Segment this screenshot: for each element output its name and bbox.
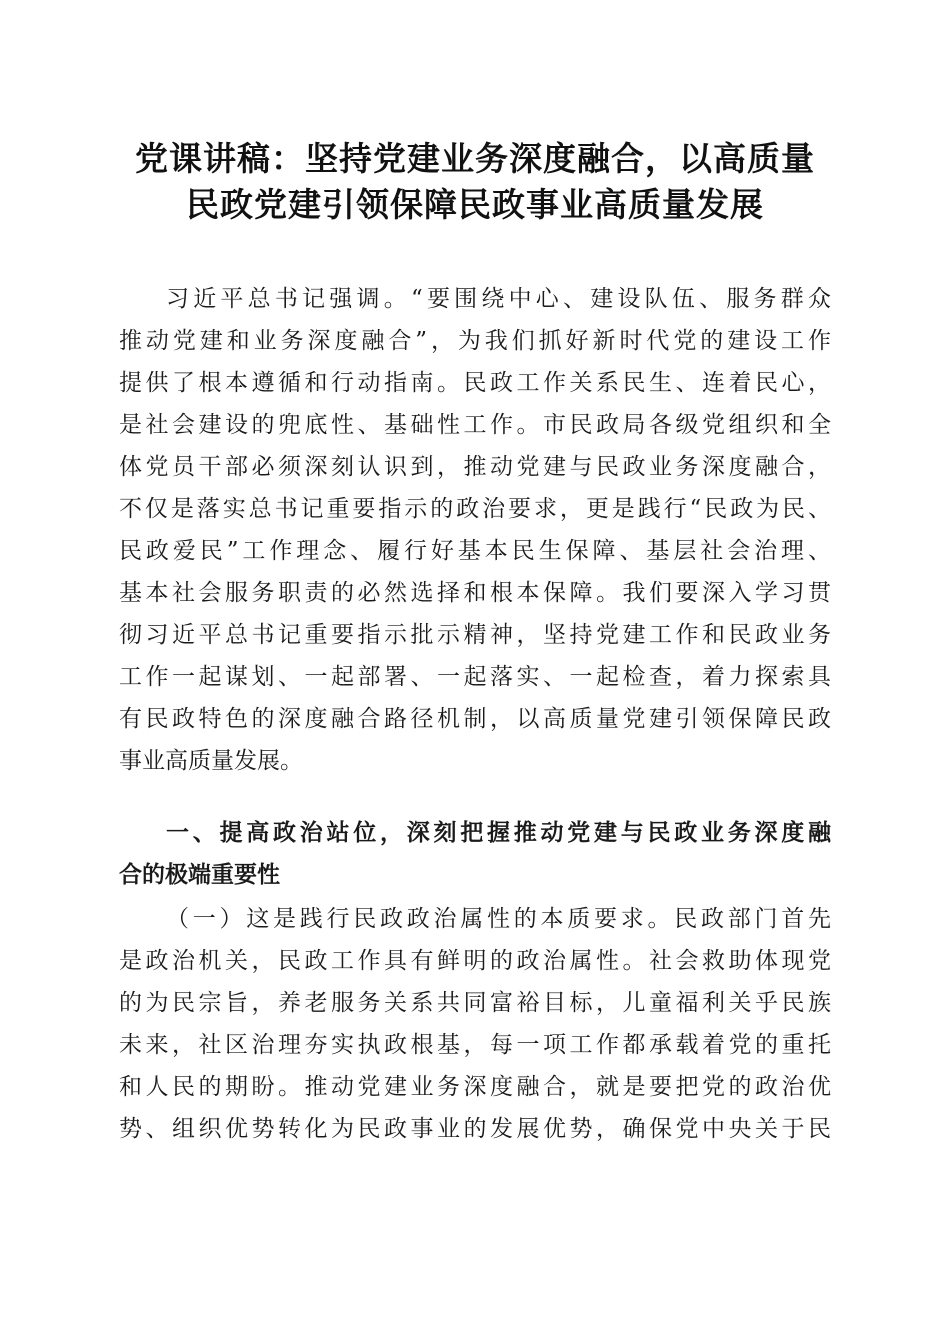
intro-paragraph-line: 有民政特色的深度融合路径机制，以高质量党建引领保障民政 [119, 706, 831, 732]
section-paragraph-line: 的为民宗旨，养老服务关系共同富裕目标，儿童福利关乎民族 [119, 990, 831, 1016]
intro-paragraph-line: 事业高质量发展。 [119, 748, 303, 774]
intro-paragraph-line: 工作一起谋划、一起部署、一起落实、一起检查，着力探索具 [119, 664, 831, 690]
section-paragraph-line: 势、组织优势转化为民政事业的发展优势，确保党中央关于民 [119, 1116, 831, 1142]
intro-paragraph-line: 民政爱民”工作理念、履行好基本民生保障、基层社会治理、 [119, 538, 831, 564]
section-heading-line: 一、提高政治站位，深刻把握推动党建与民政业务深度融 [166, 820, 831, 846]
document-title-line-2: 民政党建引领保障民政事业高质量发展 [186, 185, 764, 224]
intro-paragraph-line: 是社会建设的兜底性、基础性工作。市民政局各级党组织和全 [119, 412, 831, 438]
intro-paragraph-line: 习近平总书记强调。“要围绕中心、建设队伍、服务群众 [166, 286, 831, 312]
section-paragraph-line: 是政治机关，民政工作具有鲜明的政治属性。社会救助体现党 [119, 948, 831, 974]
section-heading-line: 合的极端重要性 [119, 862, 280, 888]
intro-paragraph-line: 提供了根本遵循和行动指南。民政工作关系民生、连着民心， [119, 370, 831, 396]
intro-paragraph-line: 不仅是落实总书记重要指示的政治要求，更是践行“民政为民、 [119, 496, 831, 522]
section-paragraph-line: （一）这是践行民政政治属性的本质要求。民政部门首先 [166, 906, 831, 932]
section-paragraph-line: 和人民的期盼。推动党建业务深度融合，就是要把党的政治优 [119, 1074, 831, 1100]
intro-paragraph-line: 推动党建和业务深度融合”，为我们抓好新时代党的建设工作 [119, 328, 831, 354]
document-title-line-1: 党课讲稿：坚持党建业务深度融合，以高质量 [135, 139, 815, 178]
intro-paragraph-line: 体党员干部必须深刻认识到，推动党建与民政业务深度融合， [119, 454, 831, 480]
intro-paragraph-line: 彻习近平总书记重要指示批示精神，坚持党建工作和民政业务 [119, 622, 831, 648]
intro-paragraph-line: 基本社会服务职责的必然选择和根本保障。我们要深入学习贯 [119, 580, 831, 606]
section-paragraph-line: 未来，社区治理夯实执政根基，每一项工作都承载着党的重托 [119, 1032, 831, 1058]
